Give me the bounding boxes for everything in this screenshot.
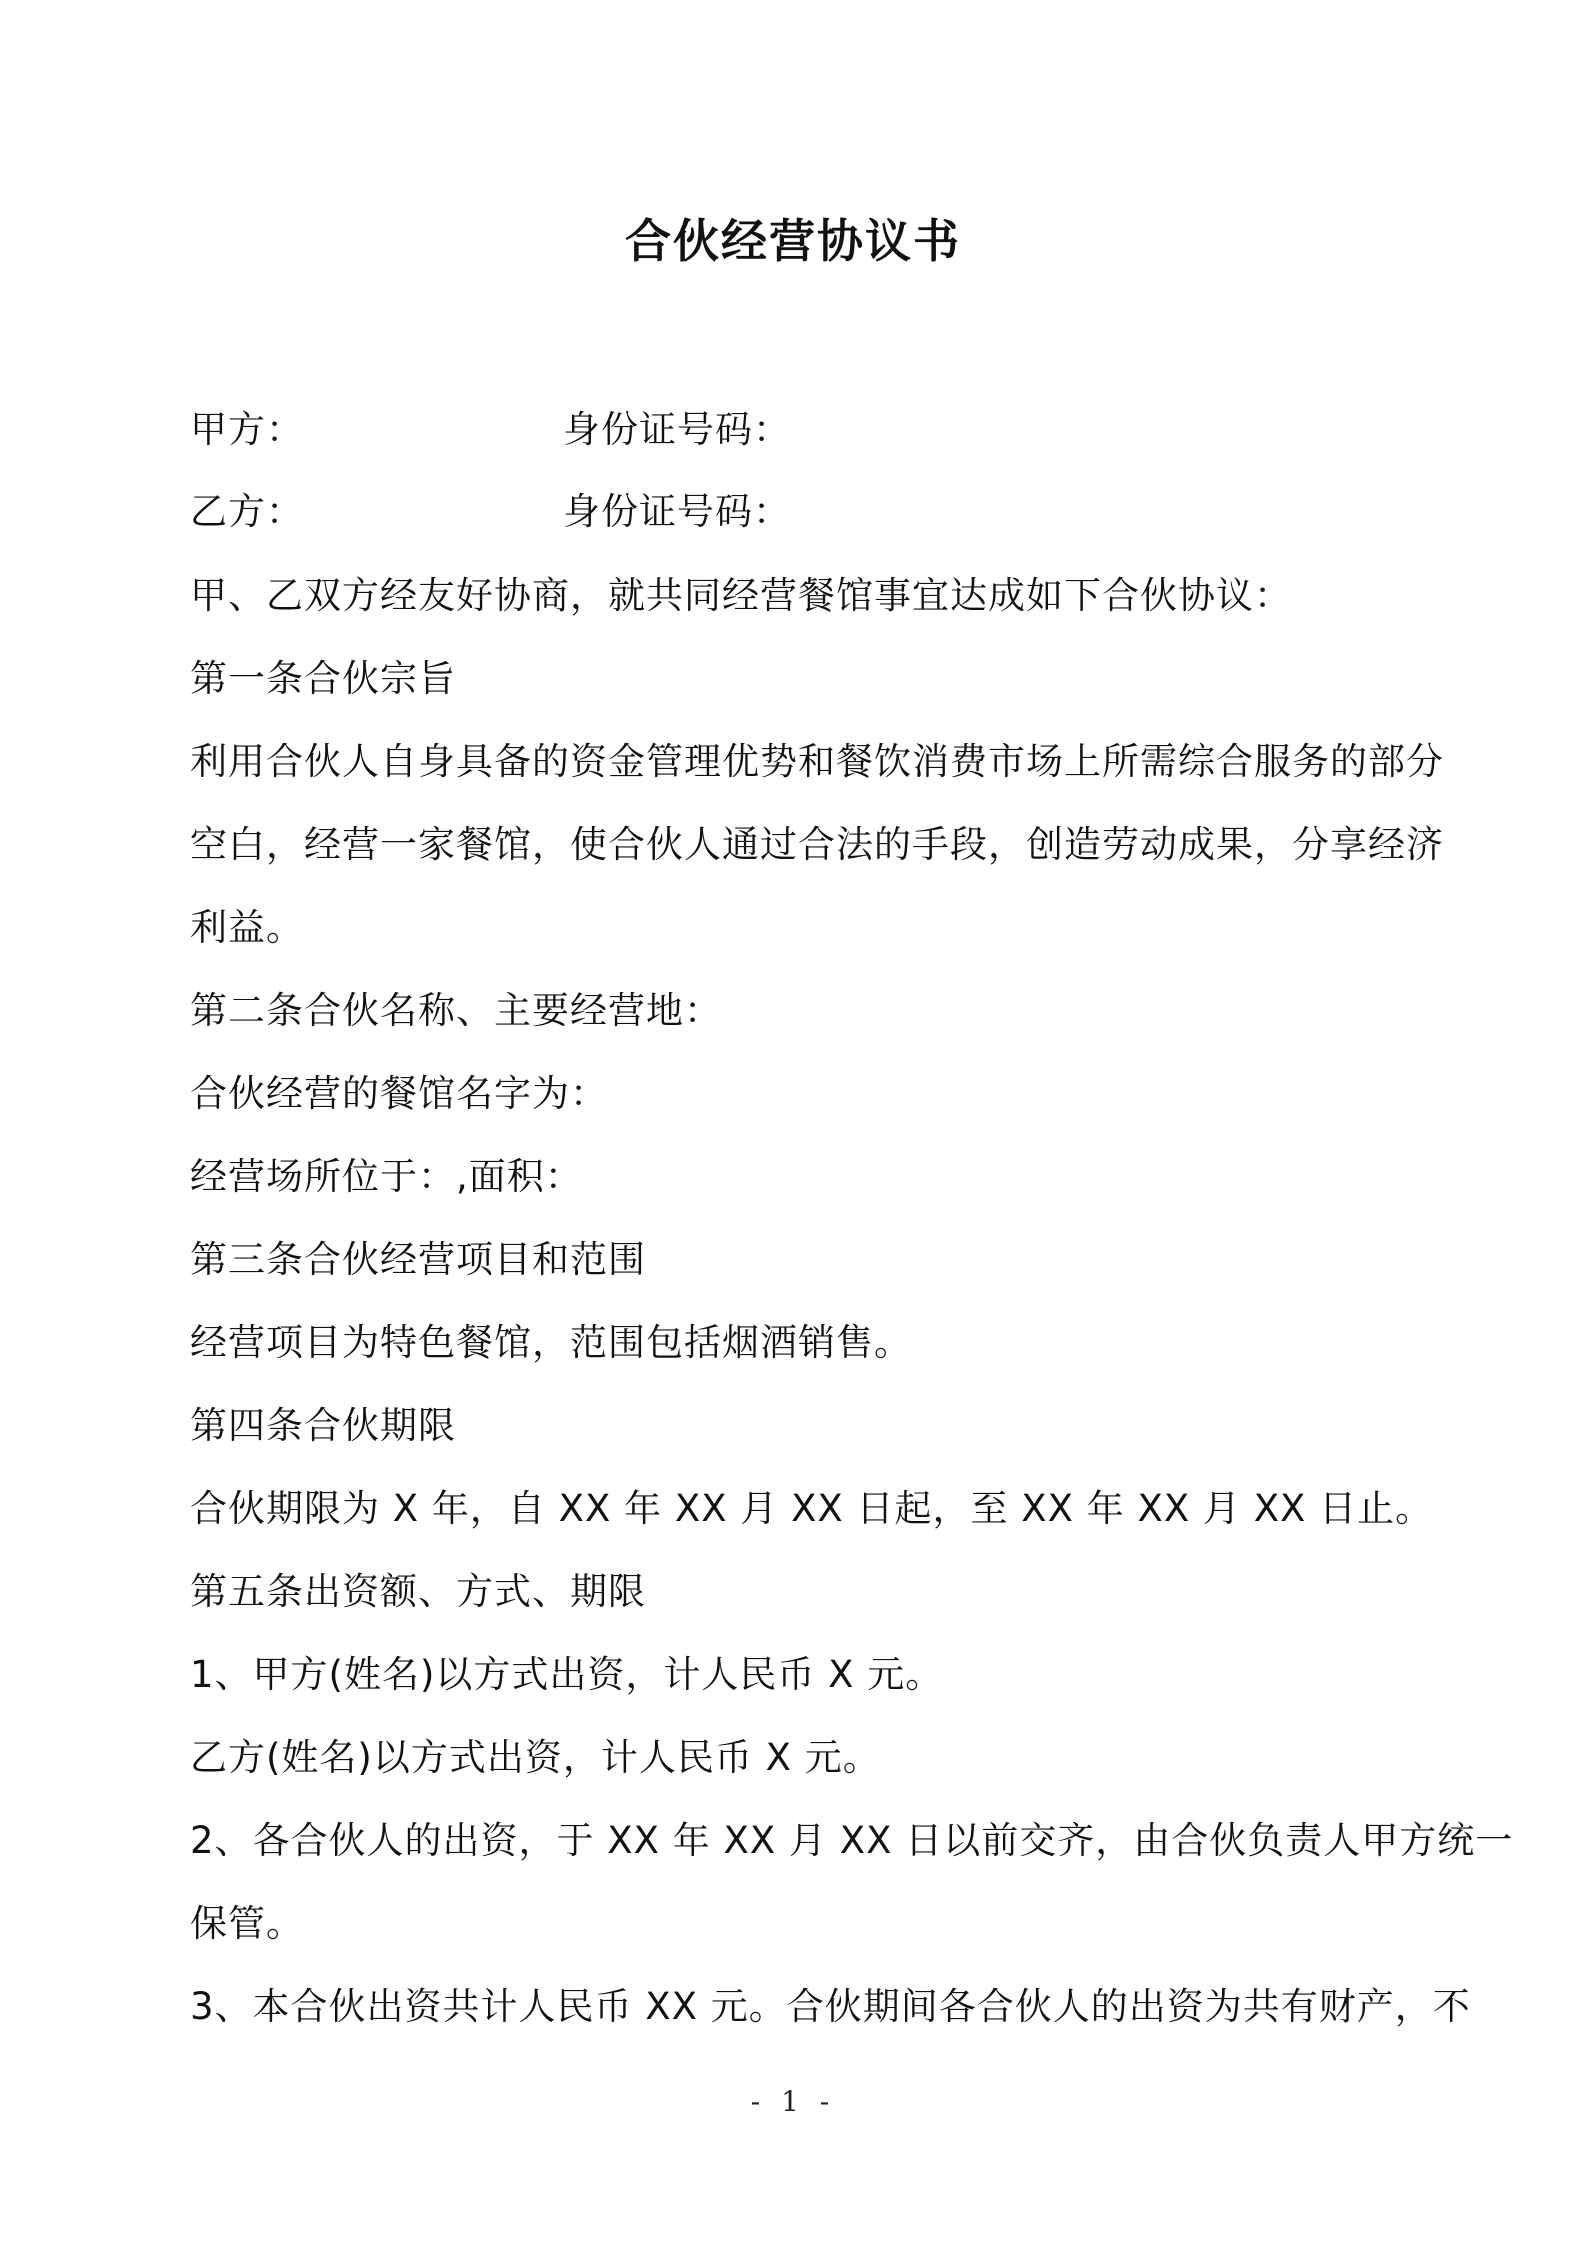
- article-5-heading: 第五条出资额、方式、期限: [190, 1570, 646, 1613]
- party-a-id-label: 身份证号码：: [563, 408, 791, 451]
- restaurant-name-line: 合伙经营的餐馆名字为：: [190, 1072, 608, 1115]
- document-title: 合伙经营协议书: [625, 214, 961, 268]
- contribution-a-line: 1、甲方(姓名)以方式出资，计人民币 X 元。: [190, 1653, 944, 1696]
- article-1-text-line: 利益。: [190, 906, 304, 949]
- article-1-text-line: 空白，经营一家餐馆，使合伙人通过合法的手段，创造劳动成果，分享经济: [190, 823, 1444, 866]
- article-1-text-line: 利用合伙人自身具备的资金管理优势和餐饮消费市场上所需综合服务的部分: [190, 740, 1444, 783]
- article-4-heading: 第四条合伙期限: [190, 1404, 456, 1447]
- term-line: 合伙期限为 X 年，自 XX 年 XX 月 XX 日起，至 XX 年 XX 月 XX 日止。: [190, 1487, 1434, 1530]
- party-b-id-label: 身份证号码：: [563, 490, 791, 533]
- article-2-heading: 第二条合伙名称、主要经营地：: [190, 989, 722, 1032]
- article-3-heading: 第三条合伙经营项目和范围: [190, 1238, 646, 1281]
- contribution-b-line: 乙方(姓名)以方式出资，计人民币 X 元。: [190, 1736, 881, 1779]
- location-area-line: 经营场所位于：,面积：: [190, 1155, 583, 1198]
- contribution-deadline-line: 2、各合伙人的出资，于 XX 年 XX 月 XX 日以前交齐，由合伙负责人甲方统一: [190, 1819, 1514, 1862]
- party-b-label: 乙方：: [190, 490, 304, 533]
- intro-paragraph: 甲、乙双方经友好协商，就共同经营餐馆事宜达成如下合伙协议：: [190, 574, 1292, 617]
- article-1-heading: 第一条合伙宗旨: [190, 657, 456, 700]
- page-number: - 1 -: [750, 2085, 836, 2118]
- business-scope-line: 经营项目为特色餐馆，范围包括烟酒销售。: [190, 1321, 912, 1364]
- party-a-label: 甲方：: [190, 408, 304, 451]
- total-contribution-line: 3、本合伙出资共计人民币 XX 元。合伙期间各合伙人的出资为共有财产，不: [190, 1985, 1471, 2028]
- contribution-deadline-line: 保管。: [190, 1902, 304, 1945]
